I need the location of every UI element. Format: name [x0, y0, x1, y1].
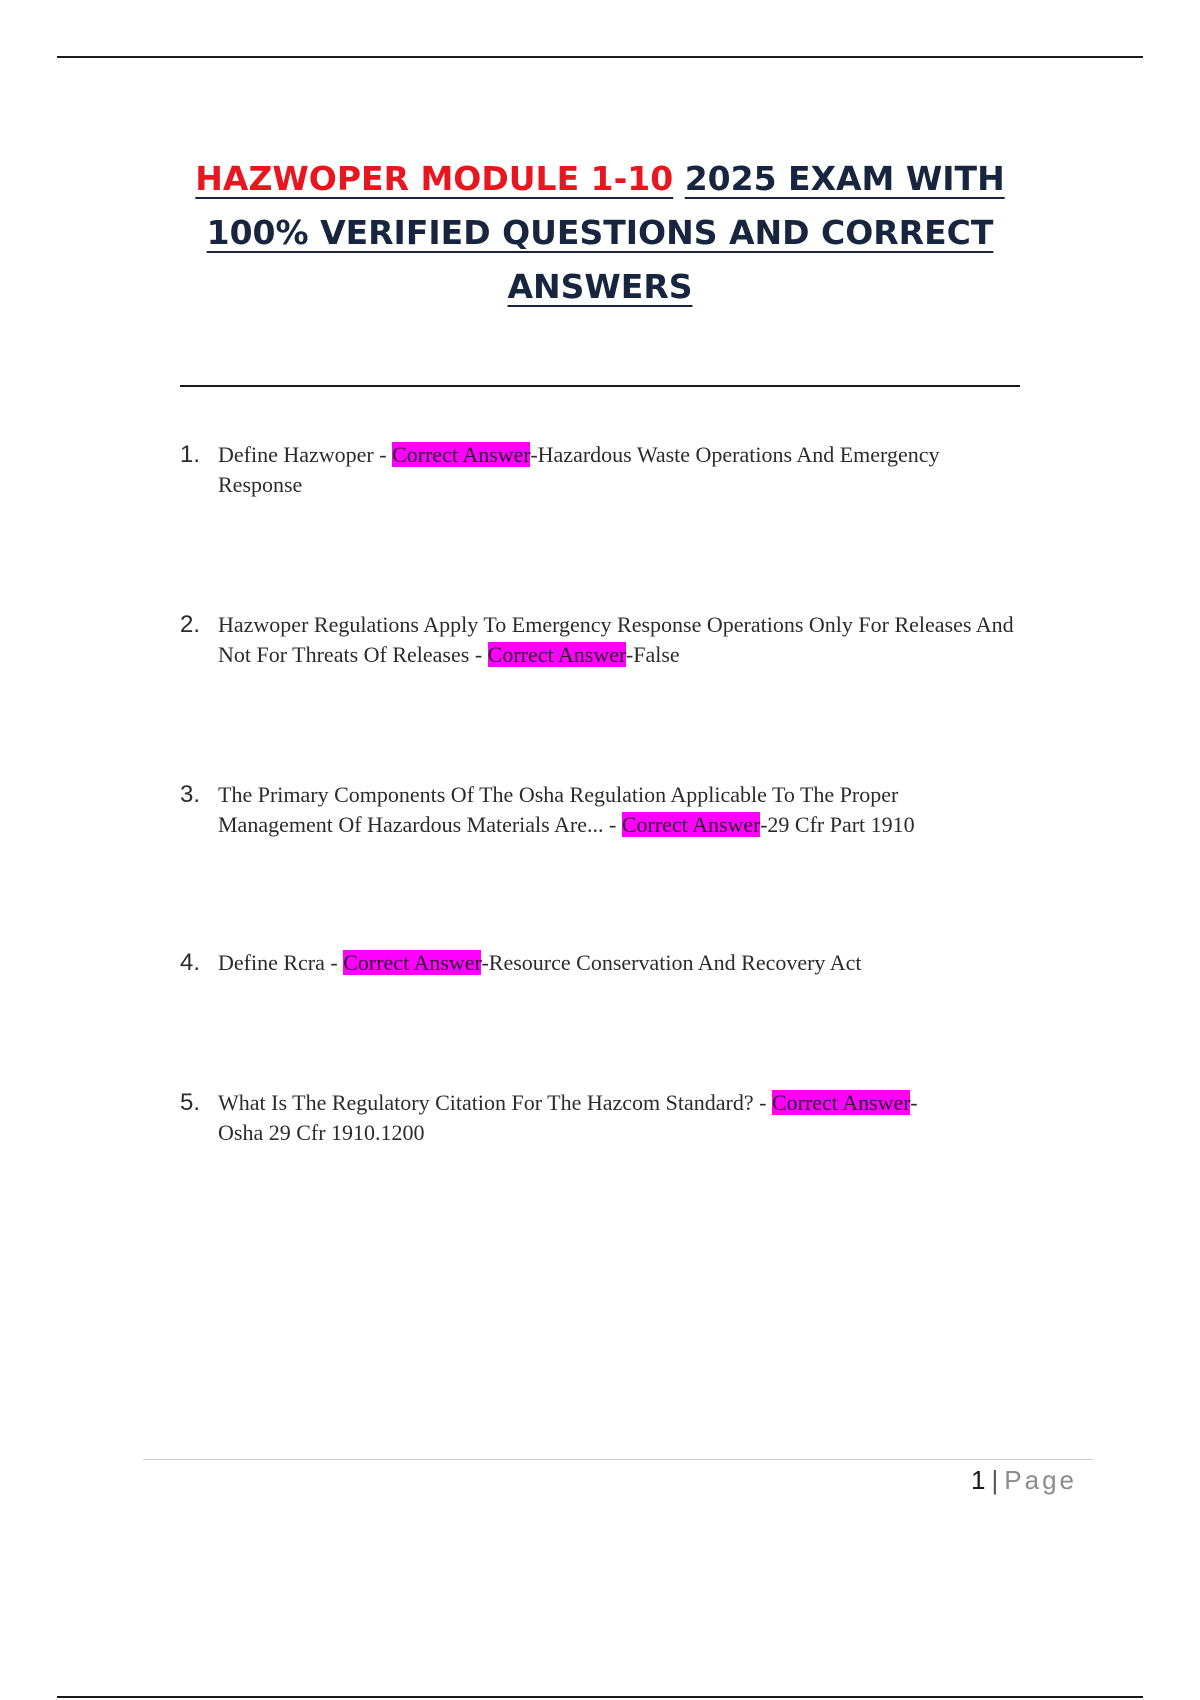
correct-answer-label: Correct Answer — [343, 950, 482, 975]
question-text — [218, 610, 1018, 670]
page-label: Page — [1004, 1465, 1077, 1495]
answer-text: -29 Cfr Part 1910 — [760, 812, 915, 837]
question-prompt: The Primary Components Of The Osha Regulation Applicable To The Proper Management Of Hazardous Materials Are... - — [218, 782, 899, 837]
correct-answer-label: Correct Answer — [621, 812, 761, 837]
question-prompt: Hazwoper Regulations Apply To Emergency Response Operations Only For Releases And Not For Threats Of Releases - — [218, 612, 1014, 667]
question-text — [218, 1088, 918, 1148]
question-number: 1. — [180, 441, 201, 468]
footer-divider — [143, 1459, 1093, 1460]
document-title — [150, 152, 1050, 314]
page-separator: | — [991, 1465, 999, 1495]
question-number: 2. — [180, 611, 201, 638]
answer-text: -Osha 29 Cfr 1910.1200 — [218, 1090, 918, 1145]
answer-text: -False — [625, 642, 680, 667]
question-number: 5. — [180, 1089, 201, 1116]
correct-answer-label: Correct Answer — [487, 642, 626, 667]
correct-answer-label: Correct Answer — [771, 1090, 911, 1115]
answer-text: -Resource Conservation And Recovery Act — [481, 950, 862, 975]
top-rule — [57, 56, 1143, 58]
bottom-rule — [57, 1696, 1143, 1698]
question-text — [218, 948, 1018, 978]
question-number: 3. — [180, 781, 201, 808]
correct-answer-label: Correct Answer — [392, 442, 531, 467]
page-number: 1 — [971, 1465, 986, 1495]
question-number: 4. — [180, 949, 201, 976]
title-divider — [180, 385, 1020, 387]
title-red-part: HAZWOPER MODULE 1-10 — [195, 159, 674, 198]
question-prompt: Define Hazwoper - — [218, 442, 393, 467]
page-footer — [971, 1462, 1077, 1498]
title-dark-part: 2025 EXAM WITH 100% VERIFIED QUESTIONS AND CORRECT ANSWERS — [206, 159, 1005, 306]
question-prompt: What Is The Regulatory Citation For The Hazcom Standard? - — [218, 1090, 772, 1115]
answer-text: -Hazardous Waste Operations And Emergency Response — [218, 442, 940, 497]
question-prompt: Define Rcra - — [218, 950, 344, 975]
question-text — [218, 440, 1018, 500]
question-text — [218, 780, 1018, 840]
